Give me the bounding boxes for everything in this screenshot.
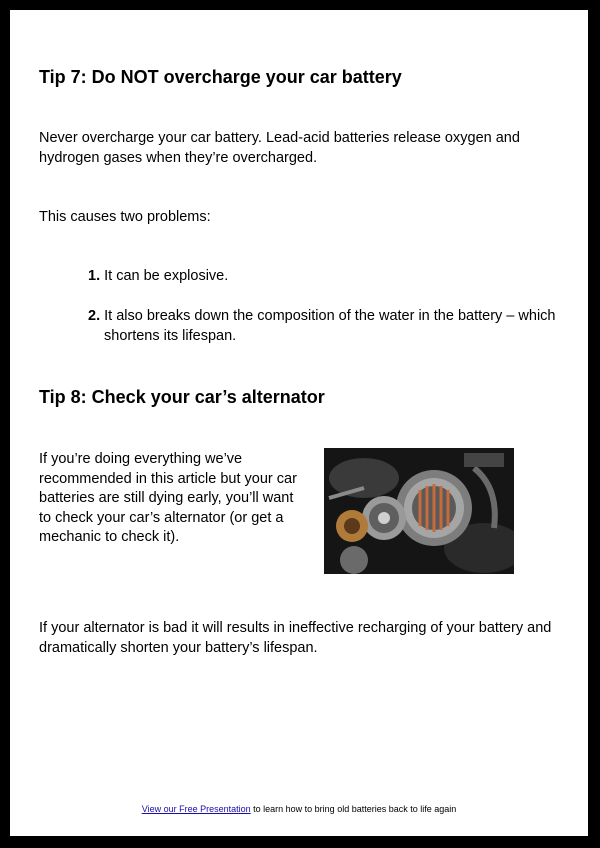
document-page — [10, 10, 588, 836]
tip8-paragraph-2: If your alternator is bad it will results in ineffective recharging of your battery and dramatically shorten your battery’s lifespan. — [39, 620, 552, 656]
footer — [10, 804, 588, 814]
alternator-illustration — [324, 448, 514, 574]
list-item — [88, 267, 558, 287]
list-item-number: 2. — [88, 308, 101, 324]
list-item-text: It also breaks down the composition of the water in the battery – which shortens its lifespan. — [104, 308, 556, 344]
list-item-number: 1. — [88, 268, 101, 284]
alternator-photo — [324, 448, 514, 574]
tip8-heading: Tip 8: Check your car’s alternator — [39, 387, 325, 407]
list-item — [88, 307, 558, 346]
tip8-paragraph-1: If you’re doing everything we’ve recommended in this article but your car batteries are still dying early, you’ll want to check your car’s alternator (or get a mechanic to check it). — [39, 451, 297, 545]
tip7-heading: Tip 7: Do NOT overcharge your car battery — [39, 67, 402, 87]
free-presentation-link[interactable]: View our Free Presentation — [141, 804, 251, 814]
tip7-paragraph-1: Never overcharge your car battery. Lead-acid batteries release oxygen and hydrogen gases when they’re overcharged. — [39, 130, 520, 166]
footer-text: to learn how to bring old batteries back to life again — [250, 804, 457, 814]
tip7-paragraph-2: This causes two problems: — [39, 209, 211, 225]
list-item-text: It can be explosive. — [104, 268, 229, 284]
